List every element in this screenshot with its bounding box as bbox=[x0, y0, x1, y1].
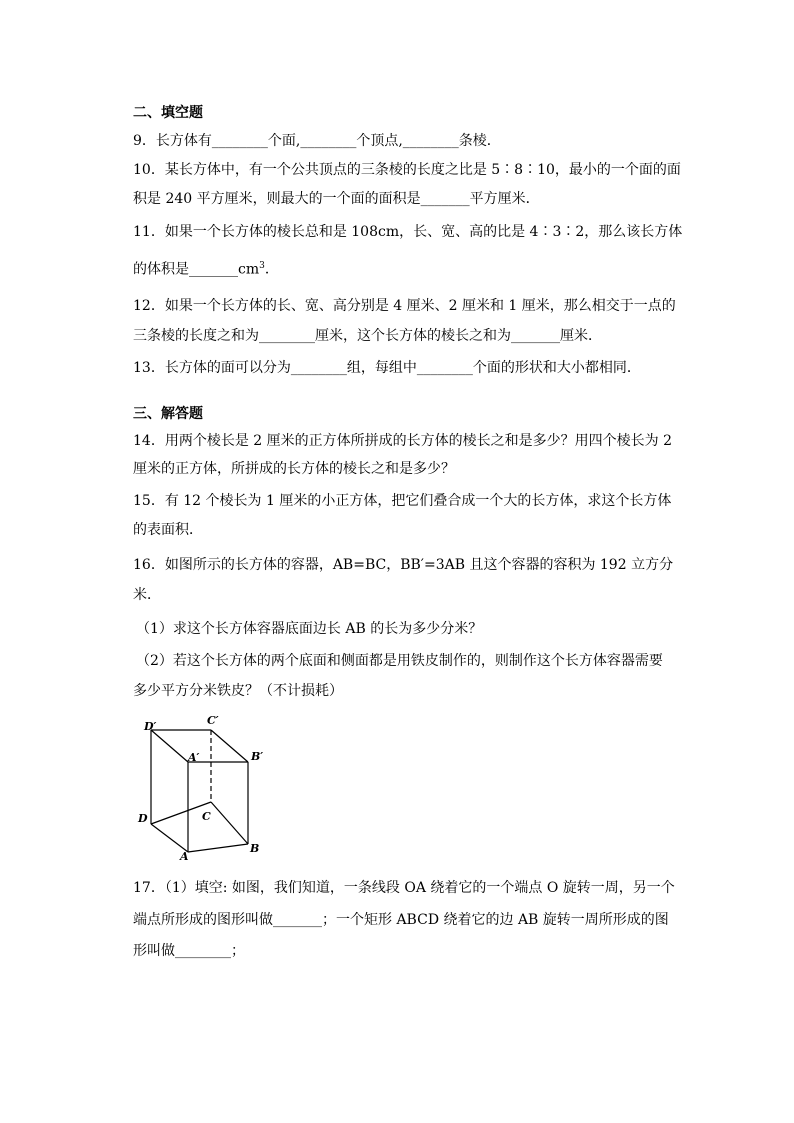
edge-c1-b1 bbox=[211, 730, 248, 762]
question-12-line1: 12．如果一个长方体的长、宽、高分别是 4 厘米、2 厘米和 1 厘米，那么相交于一点的 bbox=[133, 298, 676, 314]
question-15-line2: 的表面积． bbox=[133, 522, 203, 538]
edge-d1-a1 bbox=[151, 730, 188, 762]
section-title-answer: 三、解答题 bbox=[133, 406, 203, 422]
question-11-line1: 11．如果一个长方体的棱长总和是 108cm，长、宽、高的比是 4∶3∶2，那么该长方体 bbox=[133, 224, 683, 240]
question-14-line1: 14．用两个棱长是 2 厘米的正方体所拼成的长方体的棱长之和是多少？用四个棱长为 2 bbox=[133, 433, 672, 449]
question-16-sub2-line2: 多少平方分米铁皮？（不计损耗） bbox=[133, 683, 343, 699]
q11-superscript: 3 bbox=[259, 261, 265, 271]
question-14-line2: 厘米的正方体，所拼成的长方体的棱长之和是多少？ bbox=[133, 461, 455, 477]
label-a1: A′ bbox=[188, 751, 200, 764]
edge-a-b bbox=[188, 844, 248, 852]
label-c1: C′ bbox=[207, 714, 219, 727]
question-13: 13．长方体的面可以分为________组，每组中________个面的形状和大小都相同． bbox=[133, 360, 641, 376]
edge-c-b bbox=[211, 802, 248, 844]
label-b: B bbox=[250, 842, 260, 855]
question-15-line1: 15．有 12 个棱长为 1 厘米的小正方体，把它们叠合成一个大的长方体，求这个长方体 bbox=[133, 493, 672, 509]
q11-line2-end: ． bbox=[264, 261, 279, 278]
question-9: 9．长方体有________个面,________个顶点,________条棱． bbox=[133, 133, 501, 149]
question-10-line2: 积是 240 平方厘米，则最大的一个面的面积是_______平方厘米． bbox=[133, 191, 540, 207]
question-12-line2: 三条棱的长度之和为________厘米，这个长方体的棱长之和为_______厘米． bbox=[133, 328, 602, 344]
label-a: A bbox=[180, 850, 189, 862]
question-16-line1: 16．如图所示的长方体的容器，AB=BC，BB′=3AB 且这个容器的容积为 192 立方分 bbox=[133, 557, 674, 573]
question-16-sub2-line1: （2）若这个长方体的两个底面和侧面都是用铁皮制作的，则制作这个长方体容器需要 bbox=[136, 653, 663, 669]
question-11-line2 bbox=[133, 256, 279, 280]
q11-line2-text: 的体积是_______cm bbox=[133, 261, 260, 278]
question-16-line2: 米． bbox=[133, 587, 161, 603]
label-b1: B′ bbox=[251, 750, 264, 763]
edge-d-a bbox=[151, 824, 188, 852]
label-c: C bbox=[202, 810, 211, 823]
question-10-line1: 10．某长方体中，有一个公共顶点的三条棱的长度之比是 5∶8∶10，最小的一个面的面 bbox=[133, 162, 681, 178]
label-d: D bbox=[138, 812, 148, 825]
label-d1: D′ bbox=[144, 720, 157, 733]
section-title-fill-blank: 二、填空题 bbox=[133, 105, 203, 121]
cuboid-diagram bbox=[130, 712, 270, 862]
question-17-line1: 17．（1）填空: 如图，我们知道，一条线段 OA 绕着它的一个端点 O 旋转一周，另一个 bbox=[133, 880, 675, 896]
question-17-line3: 形叫做________； bbox=[133, 943, 245, 959]
question-16-sub1: （1）求这个长方体容器底面边长 AB 的长为多少分米？ bbox=[136, 621, 483, 637]
question-17-line2: 端点所形成的图形叫做_______；一个矩形 ABCD 绕着它的边 AB 旋转一周所形成的图 bbox=[133, 912, 669, 928]
